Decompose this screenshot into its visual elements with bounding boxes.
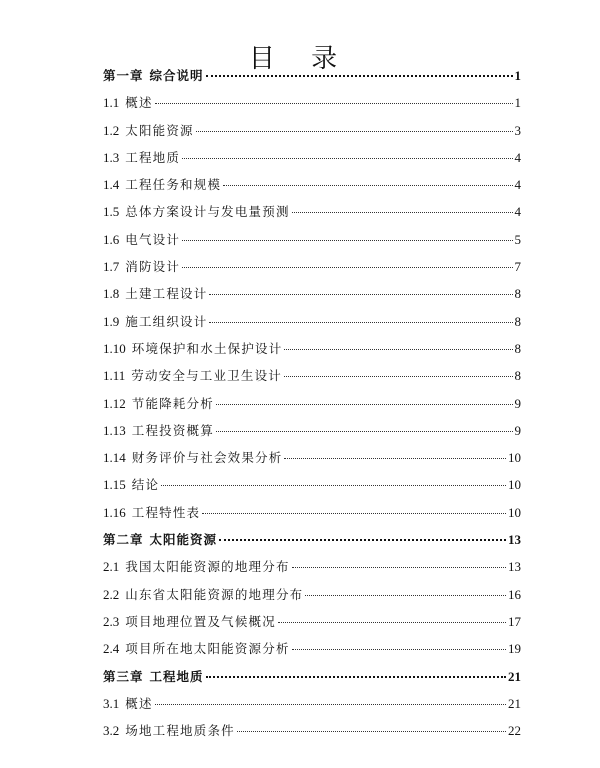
toc-entry-title: 太阳能资源 [125,122,194,138]
toc-entry-number: 2.2 [103,586,120,602]
toc-leader-dots [155,704,506,705]
toc-section-entry[interactable] [103,553,521,580]
toc-section-entry[interactable] [103,171,521,198]
toc-page-number: 7 [514,259,521,275]
toc-section-entry[interactable] [103,390,521,417]
toc-entry-number: 第一章 [103,68,144,83]
toc-entry-title: 概述 [125,95,153,111]
toc-entry-title: 结论 [131,477,160,493]
toc-entry-number: 1.11 [103,368,126,384]
toc-chapter-entry[interactable] [103,663,521,690]
toc-section-entry[interactable] [103,690,521,717]
toc-entry-number: 1.12 [103,395,126,411]
toc-page-number: 10 [508,450,521,466]
toc-title: 目 录 [248,44,352,74]
toc-entry-label [103,444,282,471]
toc-leader-dots [182,267,512,268]
toc-leader-dots [284,349,512,350]
toc-entry-number: 2.3 [103,613,120,629]
toc-entry-label [103,390,214,417]
toc-entry-label [103,471,159,498]
toc-entry-title: 消防设计 [125,259,181,275]
toc-entry-number: 1.5 [103,204,120,220]
toc-leader-dots [161,485,506,486]
toc-entry-label [103,581,303,608]
toc-section-entry[interactable] [103,280,521,307]
toc-entry-label [103,117,194,144]
toc-entry-number: 1.13 [103,422,126,438]
toc-entry-label [103,226,180,253]
toc-page-number: 4 [514,204,521,220]
toc-leader-dots [182,240,512,241]
toc-page-number: 1 [514,68,521,83]
toc-entry-label [103,608,276,635]
toc-section-entry[interactable] [103,308,521,335]
toc-leader-dots [237,731,506,732]
toc-entry-label [103,717,235,744]
toc-entry-label [103,663,204,690]
toc-chapter-entry[interactable] [103,526,521,553]
toc-leader-dots [206,676,506,678]
toc-page-number: 10 [508,477,521,493]
toc-entry-title: 综合说明 [149,68,204,83]
toc-entry-title: 工程地质 [125,149,181,165]
toc-page-number: 8 [514,286,521,302]
toc-page-number: 4 [514,177,521,193]
toc-entry-label [103,144,180,171]
toc-entry-label [103,553,290,580]
toc-page-number: 1 [514,95,521,111]
toc-entry-label [103,635,290,662]
toc-entry-title: 工程任务和规模 [125,177,222,193]
toc-leader-dots [219,539,506,541]
toc-entry-title: 财务评价与社会效果分析 [131,450,283,466]
toc-leader-dots [292,212,513,213]
toc-page-number: 21 [508,695,521,711]
toc-leader-dots [216,404,513,405]
toc-leader-dots [216,431,513,432]
toc-leader-dots [182,158,512,159]
table-of-contents [103,62,521,744]
toc-page-number: 21 [508,668,521,684]
toc-entry-number: 3.1 [103,695,120,711]
toc-page-number: 19 [508,641,521,657]
toc-section-entry[interactable] [103,499,521,526]
toc-entry-number: 1.2 [103,122,120,138]
toc-entry-number: 1.4 [103,177,120,193]
toc-entry-number: 1.14 [103,450,126,466]
toc-leader-dots [278,622,506,623]
toc-entry-title: 我国太阳能资源的地理分布 [125,559,290,575]
toc-entry-title: 工程地质 [149,668,204,684]
toc-page-number: 13 [508,559,521,575]
toc-section-entry[interactable] [103,144,521,171]
toc-page-number: 22 [508,723,521,739]
toc-section-entry[interactable] [103,362,521,389]
toc-leader-dots [206,75,513,77]
toc-entry-title: 项目所在地太阳能资源分析 [125,641,290,657]
toc-leader-dots [202,513,506,514]
toc-leader-dots [292,649,506,650]
toc-entry-number: 1.15 [103,477,126,493]
toc-section-entry[interactable] [103,635,521,662]
toc-page-number: 10 [508,504,521,520]
toc-page-number: 13 [508,532,521,548]
toc-page-number: 8 [514,368,521,384]
toc-page-number: 16 [508,586,521,602]
toc-entry-number: 1.3 [103,149,120,165]
toc-entry-number: 3.2 [103,723,120,739]
toc-section-entry[interactable] [103,417,521,444]
toc-entry-title: 太阳能资源 [149,532,218,548]
toc-entry-title: 项目地理位置及气候概况 [125,613,276,629]
toc-page-number: 17 [508,613,521,629]
toc-entry-number: 1.7 [103,259,120,275]
toc-entry-label [103,280,207,307]
toc-page-number: 3 [514,122,521,138]
toc-section-entry[interactable] [103,226,521,253]
toc-entry-title: 电气设计 [125,231,181,247]
toc-entry-number: 第三章 [103,668,144,684]
toc-entry-number: 2.1 [103,559,120,575]
toc-entry-title: 土建工程设计 [125,286,208,302]
toc-page-number: 5 [514,231,521,247]
toc-entry-label [103,362,282,389]
toc-entry-label [103,89,153,116]
toc-entry-title: 环境保护和水土保护设计 [131,340,283,356]
toc-entry-label [103,690,153,717]
toc-entry-number: 1.1 [103,95,120,111]
toc-entry-title: 场地工程地质条件 [125,723,235,739]
toc-entry-title: 总体方案设计与发电量预测 [125,204,290,220]
toc-entry-label [103,308,207,335]
toc-entry-number: 第二章 [103,532,144,548]
toc-leader-dots [292,567,506,568]
toc-leader-dots [155,103,513,104]
toc-entry-number: 2.4 [103,641,120,657]
toc-entry-number: 1.16 [103,504,126,520]
toc-entry-title: 山东省太阳能资源的地理分布 [125,586,304,602]
toc-page-number: 9 [514,422,521,438]
toc-entry-number: 1.9 [103,313,120,329]
toc-entry-label [103,198,290,225]
toc-entry-label [103,499,200,526]
toc-leader-dots [284,458,506,459]
toc-page-number: 8 [514,313,521,329]
toc-entry-number: 1.6 [103,231,120,247]
toc-entry-title: 概述 [125,695,153,711]
toc-entry-label [103,417,214,444]
toc-section-entry[interactable] [103,117,521,144]
toc-page-number: 8 [514,340,521,356]
toc-entry-number: 1.8 [103,286,120,302]
toc-section-entry[interactable] [103,444,521,471]
toc-page-number: 4 [514,149,521,165]
toc-entry-title: 工程投资概算 [131,422,214,438]
toc-entry-title: 劳动安全与工业卫生设计 [131,368,282,384]
toc-section-entry[interactable] [103,89,521,116]
toc-entry-label [103,526,217,553]
toc-section-entry[interactable] [103,335,521,362]
toc-section-entry[interactable] [103,608,521,635]
toc-leader-dots [196,131,513,132]
toc-entry-label [103,335,282,362]
toc-entry-label [103,62,204,89]
toc-page-number: 9 [514,395,521,411]
toc-entry-title: 施工组织设计 [125,313,208,329]
toc-section-entry[interactable] [103,717,521,744]
toc-section-entry[interactable] [103,198,521,225]
toc-leader-dots [305,595,506,596]
toc-entry-title: 节能降耗分析 [131,395,214,411]
toc-entry-title: 工程特性表 [131,504,201,520]
toc-leader-dots [284,376,513,377]
toc-leader-dots [223,185,512,186]
toc-entry-label [103,253,180,280]
toc-leader-dots [209,322,512,323]
toc-section-entry[interactable] [103,253,521,280]
toc-entry-label [103,171,221,198]
toc-section-entry[interactable] [103,581,521,608]
toc-leader-dots [209,294,512,295]
toc-chapter-entry[interactable] [103,62,521,89]
toc-entry-number: 1.10 [103,340,126,356]
toc-section-entry[interactable] [103,471,521,498]
